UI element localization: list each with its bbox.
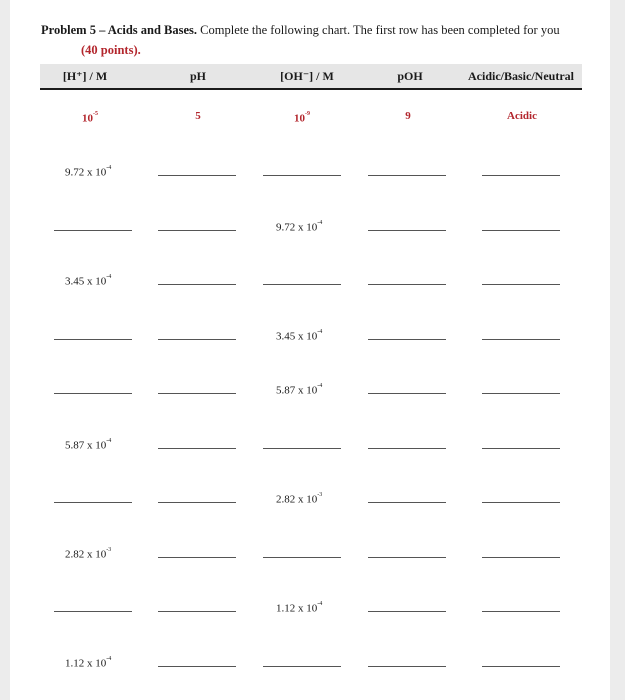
answer-blank-ph[interactable] <box>158 611 236 612</box>
answer-blank-ph[interactable] <box>158 230 236 231</box>
example-oh-value: $10^{-9}$ <box>294 111 310 125</box>
example-h-value: $10^{-5}$ <box>82 111 98 125</box>
answer-blank-poh[interactable] <box>368 557 446 558</box>
answer-blank-classification[interactable] <box>482 502 560 503</box>
answer-blank-poh[interactable] <box>368 284 446 285</box>
given-oh-concentration-value: 9.72 x $10^{-4}$ <box>276 220 323 234</box>
answer-blank-ph[interactable] <box>158 502 236 503</box>
table-row <box>10 651 610 671</box>
example-type-value: Acidic <box>507 110 537 122</box>
given-oh-concentration-value: 3.45 x $10^{-4}$ <box>276 329 323 343</box>
example-row <box>10 106 610 126</box>
header-oh-concentration: [OH⁻] / M <box>280 69 334 83</box>
answer-blank-oh-concentration[interactable] <box>263 284 341 285</box>
problem-points: (40 points). <box>81 43 141 57</box>
answer-blank-ph[interactable] <box>158 666 236 667</box>
answer-blank-classification[interactable] <box>482 393 560 394</box>
answer-blank-h-concentration[interactable] <box>54 393 132 394</box>
answer-blank-ph[interactable] <box>158 448 236 449</box>
problem-title: Problem 5 – Acids and Bases. <box>41 23 198 37</box>
header-acidic-basic-neutral: Acidic/Basic/Neutral <box>468 69 574 83</box>
answer-blank-classification[interactable] <box>482 230 560 231</box>
problem-statement <box>41 20 601 60</box>
answer-blank-oh-concentration[interactable] <box>263 557 341 558</box>
table-row <box>10 542 610 562</box>
given-oh-concentration-value: 5.87 x $10^{-4}$ <box>276 383 323 397</box>
answer-blank-ph[interactable] <box>158 175 236 176</box>
header-ph: pH <box>189 69 206 83</box>
answer-blank-poh[interactable] <box>368 502 446 503</box>
given-h-concentration-value: 2.82 x $10^{-3}$ <box>65 547 112 561</box>
answer-blank-h-concentration[interactable] <box>54 611 132 612</box>
table-row <box>10 378 610 398</box>
example-poh-value: 9 <box>405 110 411 122</box>
answer-blank-oh-concentration[interactable] <box>263 448 341 449</box>
given-h-concentration-value: 3.45 x $10^{-4}$ <box>65 274 112 288</box>
table-row <box>10 160 610 180</box>
given-h-concentration-value: 5.87 x $10^{-4}$ <box>65 438 112 452</box>
given-h-concentration-value: 9.72 x $10^{-4}$ <box>65 165 112 179</box>
table-header <box>40 64 582 90</box>
answer-blank-h-concentration[interactable] <box>54 502 132 503</box>
answer-blank-poh[interactable] <box>368 175 446 176</box>
table-row <box>10 324 610 344</box>
answer-blank-classification[interactable] <box>482 339 560 340</box>
worksheet-page <box>10 0 610 700</box>
answer-blank-classification[interactable] <box>482 284 560 285</box>
problem-instructions: Complete the following chart. The first row has been completed for you <box>200 23 560 37</box>
header-poh: pOH <box>397 69 423 83</box>
answer-blank-h-concentration[interactable] <box>54 339 132 340</box>
table-row <box>10 487 610 507</box>
answer-blank-ph[interactable] <box>158 339 236 340</box>
answer-blank-poh[interactable] <box>368 611 446 612</box>
table-row <box>10 433 610 453</box>
answer-blank-poh[interactable] <box>368 448 446 449</box>
given-oh-concentration-value: 2.82 x $10^{-3}$ <box>276 492 323 506</box>
example-ph-value: 5 <box>195 110 201 122</box>
answer-blank-oh-concentration[interactable] <box>263 175 341 176</box>
answer-blank-classification[interactable] <box>482 611 560 612</box>
answer-blank-classification[interactable] <box>482 666 560 667</box>
answer-blank-ph[interactable] <box>158 393 236 394</box>
table-row <box>10 596 610 616</box>
table-row <box>10 215 610 235</box>
answer-blank-ph[interactable] <box>158 557 236 558</box>
given-oh-concentration-value: 1.12 x $10^{-4}$ <box>276 601 323 615</box>
answer-blank-classification[interactable] <box>482 448 560 449</box>
answer-blank-h-concentration[interactable] <box>54 230 132 231</box>
answer-blank-poh[interactable] <box>368 230 446 231</box>
header-h-concentration: [H⁺] / M <box>62 69 108 83</box>
answer-blank-poh[interactable] <box>368 666 446 667</box>
answer-blank-classification[interactable] <box>482 557 560 558</box>
answer-blank-oh-concentration[interactable] <box>263 666 341 667</box>
answer-blank-classification[interactable] <box>482 175 560 176</box>
table-row <box>10 269 610 289</box>
given-h-concentration-value: 1.12 x $10^{-4}$ <box>65 656 112 670</box>
answer-blank-poh[interactable] <box>368 393 446 394</box>
answer-blank-poh[interactable] <box>368 339 446 340</box>
answer-blank-ph[interactable] <box>158 284 236 285</box>
